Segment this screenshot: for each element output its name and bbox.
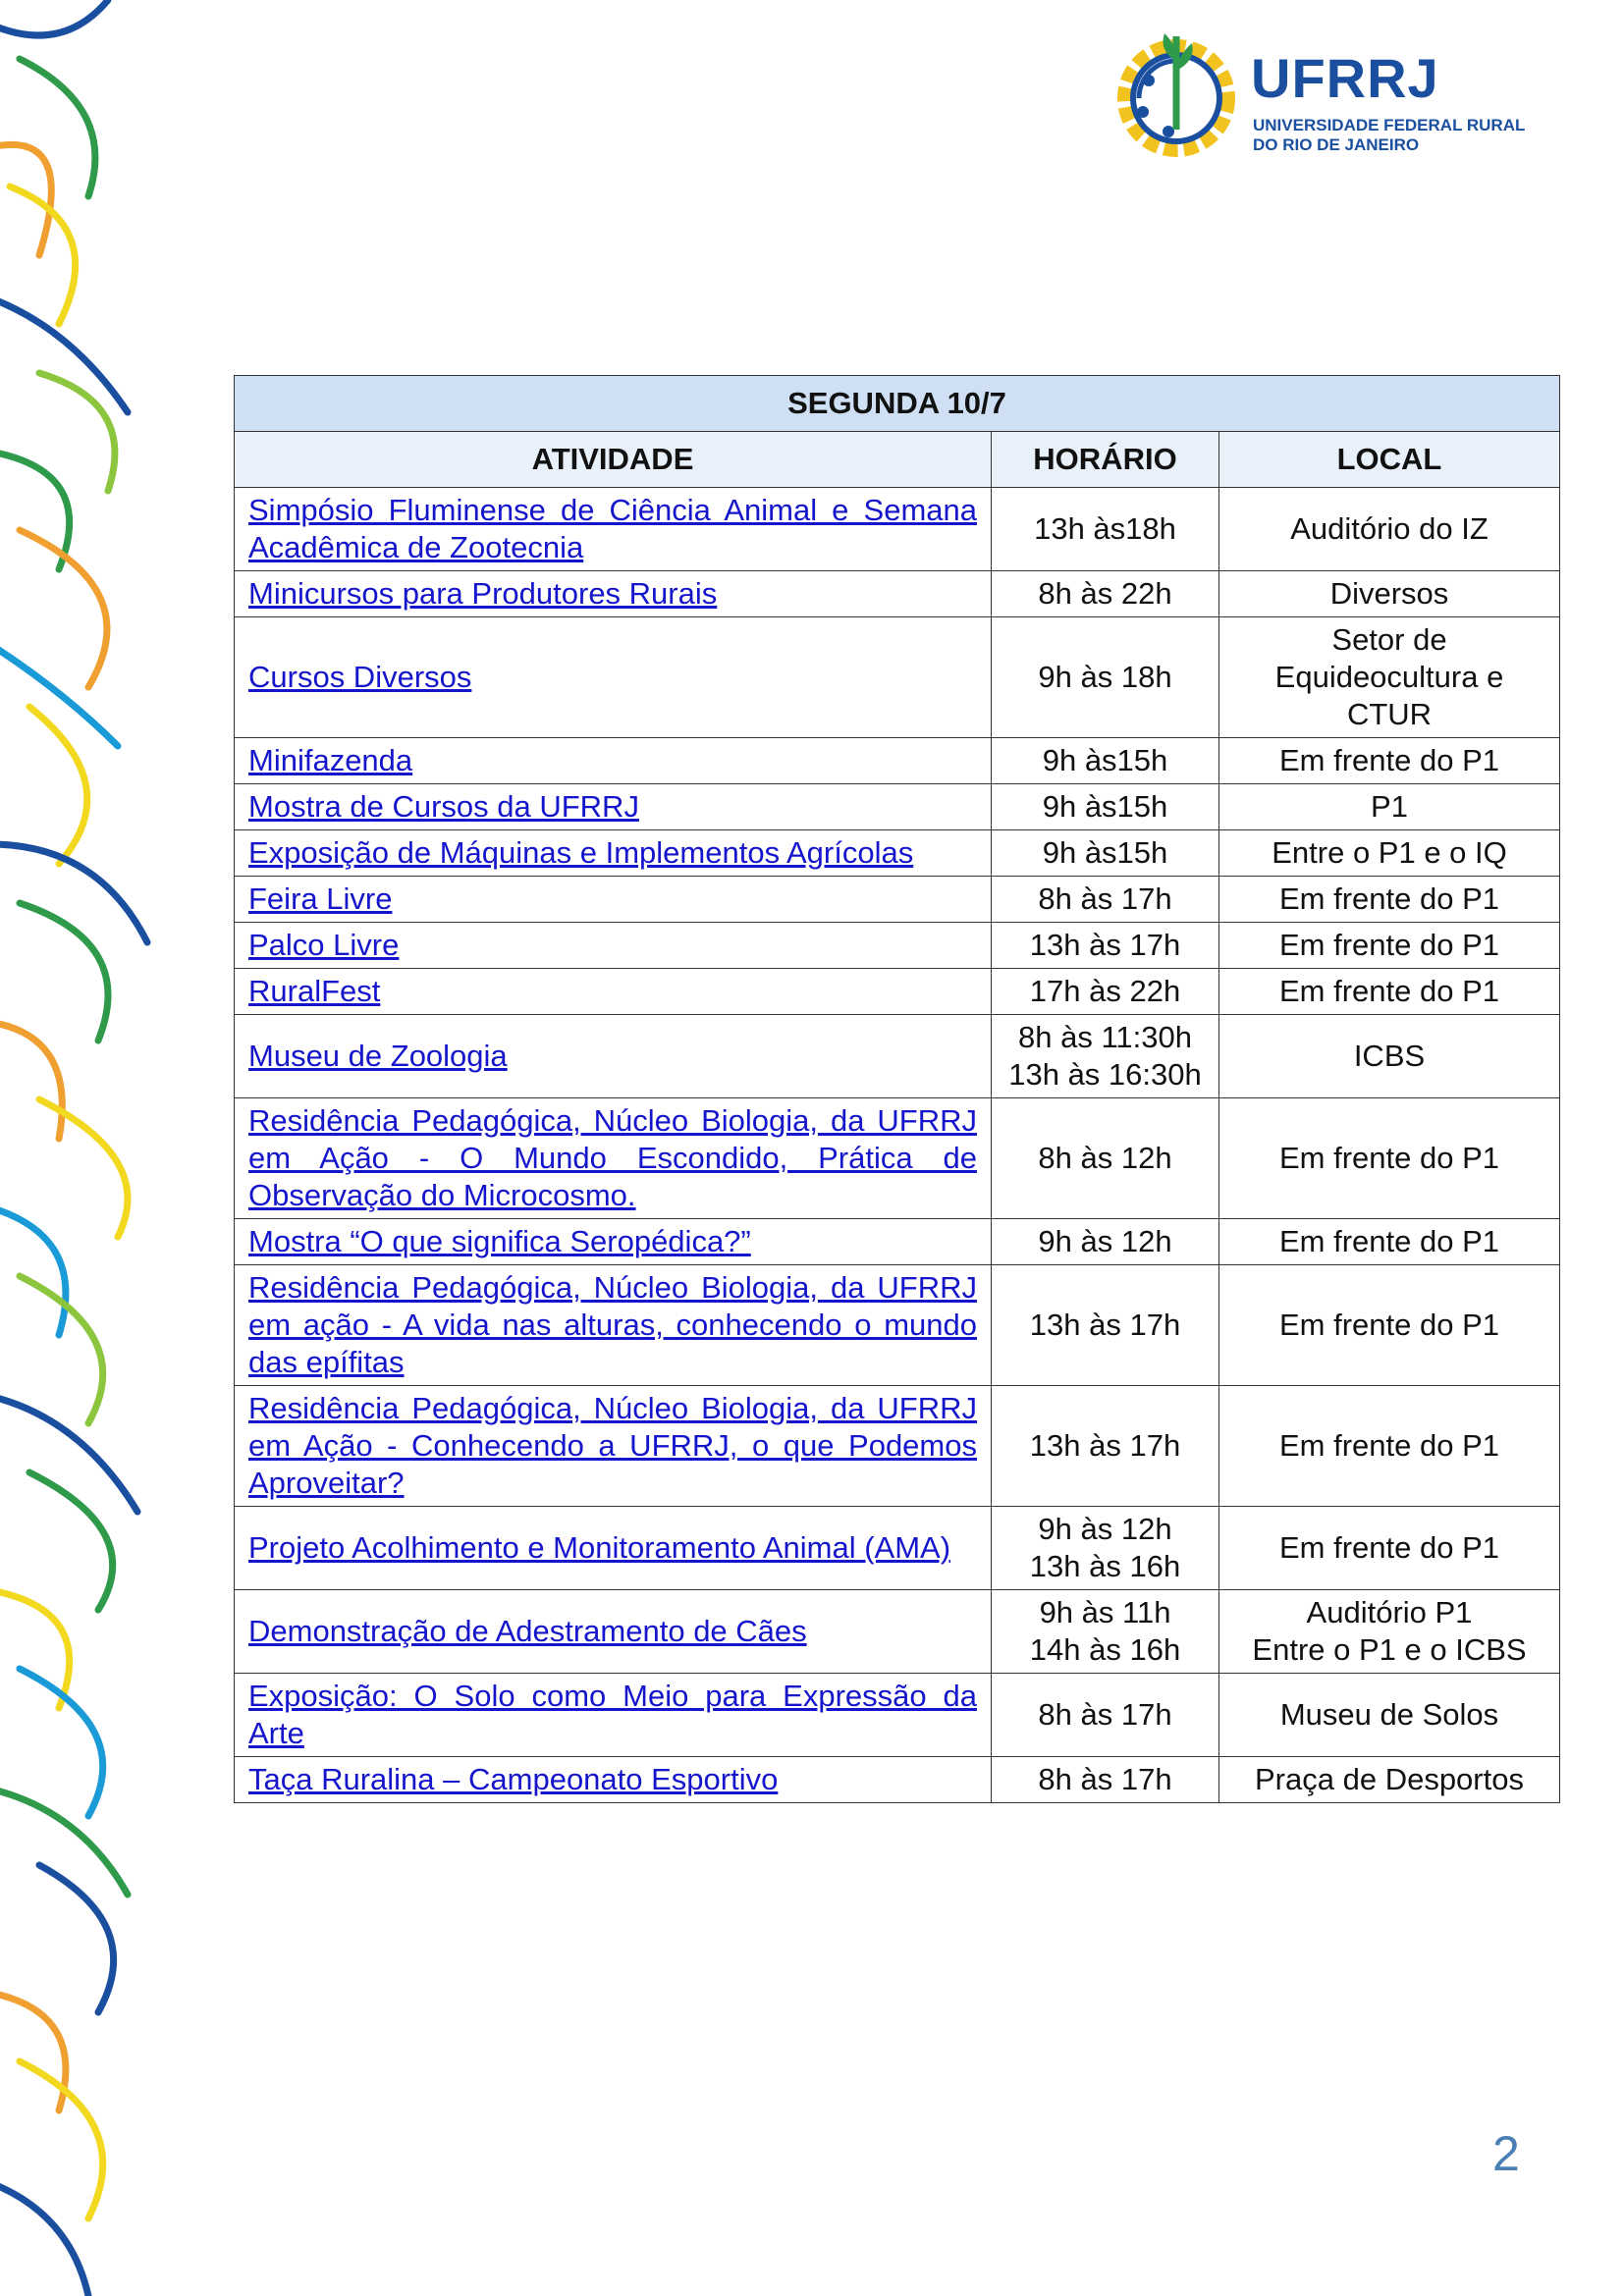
time-value: 13h às 17h [1029, 1308, 1181, 1342]
activity-cell [235, 1219, 992, 1265]
activity-link[interactable]: Residência Pedagógica, Núcleo Biologia, da UFRRJ em ação - A vida nas alturas, conhecendo o mundo das epífitas [248, 1270, 977, 1379]
place-cell [1219, 830, 1560, 877]
time-cell [992, 738, 1219, 784]
table-row [235, 1098, 1560, 1219]
activity-link[interactable]: Mostra de Cursos da UFRRJ [248, 789, 639, 824]
schedule-table [234, 375, 1560, 1803]
logo-subtitle-line1: UNIVERSIDADE FEDERAL RURAL [1253, 116, 1526, 134]
logo-subtitle-line2: DO RIO DE JANEIRO [1253, 135, 1420, 154]
time-cell [992, 830, 1219, 877]
activity-cell [235, 1098, 992, 1219]
time-value: 9h às 12h [1038, 1224, 1172, 1258]
place-cell [1219, 617, 1560, 738]
column-header-time: HORÁRIO [992, 432, 1219, 488]
activity-cell [235, 923, 992, 969]
place-cell [1219, 738, 1560, 784]
time-value: 8h às 17h [1038, 1762, 1172, 1796]
ufrrj-logo [1110, 22, 1542, 169]
time-cell [992, 1674, 1219, 1757]
place-value: Em frente do P1 [1278, 743, 1499, 777]
activity-link[interactable]: Projeto Acolhimento e Monitoramento Animal (AMA) [248, 1530, 951, 1565]
time-cell [992, 1015, 1219, 1098]
time-cell [992, 1757, 1219, 1803]
place-value: ICBS [1353, 1039, 1426, 1073]
time-cell [992, 923, 1219, 969]
activity-link[interactable]: Cursos Diversos [248, 660, 472, 694]
time-value: 8h às 11:30h [1018, 1020, 1192, 1054]
time-value: 13h às 16h [1029, 1549, 1181, 1583]
activity-link[interactable]: Exposição de Máquinas e Implementos Agrícolas [248, 835, 914, 870]
time-value: 8h às 17h [1038, 881, 1172, 916]
time-value: 9h às15h [1042, 789, 1168, 824]
time-value: 9h às15h [1042, 835, 1168, 870]
time-cell [992, 1590, 1219, 1674]
activity-link[interactable]: Simpósio Fluminense de Ciência Animal e Semana Acadêmica de Zootecnia [248, 493, 977, 564]
table-row [235, 1265, 1560, 1386]
activity-cell [235, 1265, 992, 1386]
time-value: 9h às 18h [1038, 660, 1172, 694]
logo-title: UFRRJ [1251, 47, 1439, 109]
time-cell [992, 784, 1219, 830]
day-header: SEGUNDA 10/7 [235, 376, 1560, 432]
activity-cell [235, 738, 992, 784]
activity-link[interactable]: Palco Livre [248, 928, 400, 962]
time-cell [992, 1098, 1219, 1219]
place-value: Museu de Solos [1279, 1697, 1499, 1732]
activity-cell [235, 969, 992, 1015]
table-row [235, 1507, 1560, 1590]
schedule-rows [235, 488, 1560, 1803]
place-cell [1219, 1590, 1560, 1674]
table-row [235, 969, 1560, 1015]
place-cell [1219, 1219, 1560, 1265]
place-value: Em frente do P1 [1278, 1224, 1499, 1258]
activity-link[interactable]: Minicursos para Produtores Rurais [248, 576, 718, 611]
place-value: Diversos [1329, 576, 1449, 611]
logo-subtitle [1253, 116, 1525, 155]
place-cell [1219, 1015, 1560, 1098]
time-value: 13h às 17h [1029, 928, 1181, 962]
time-value: 8h às 22h [1038, 576, 1172, 611]
place-value: Em frente do P1 [1278, 1308, 1499, 1342]
place-cell [1219, 1386, 1560, 1507]
place-cell [1219, 969, 1560, 1015]
activity-link[interactable]: Residência Pedagógica, Núcleo Biologia, da UFRRJ em Ação - O Mundo Escondido, Prática de Observação do Microcosmo. [248, 1103, 977, 1212]
time-cell [992, 969, 1219, 1015]
place-cell [1219, 1674, 1560, 1757]
column-header-place: LOCAL [1219, 432, 1560, 488]
table-row [235, 488, 1560, 571]
place-cell [1219, 488, 1560, 571]
activity-cell [235, 1386, 992, 1507]
table-row [235, 1015, 1560, 1098]
table-row [235, 923, 1560, 969]
place-cell [1219, 1265, 1560, 1386]
activity-cell [235, 617, 992, 738]
place-cell [1219, 923, 1560, 969]
time-value: 17h às 22h [1029, 974, 1181, 1008]
time-cell [992, 1265, 1219, 1386]
time-cell [992, 617, 1219, 738]
place-value: Praça de Desportos [1255, 1762, 1524, 1796]
activity-link[interactable]: Museu de Zoologia [248, 1039, 508, 1073]
activity-link[interactable]: Demonstração de Adestramento de Cães [248, 1614, 807, 1648]
table-row [235, 1590, 1560, 1674]
table-row [235, 784, 1560, 830]
place-value: Setor de Equideocultura e CTUR [1274, 622, 1504, 731]
time-cell [992, 488, 1219, 571]
time-value: 13h às 16:30h [1008, 1057, 1202, 1092]
time-cell [992, 1507, 1219, 1590]
activity-link[interactable]: Taça Ruralina – Campeonato Esportivo [248, 1762, 779, 1796]
table-row [235, 1757, 1560, 1803]
place-cell [1219, 1507, 1560, 1590]
time-value: 9h às15h [1042, 743, 1168, 777]
time-cell [992, 877, 1219, 923]
activity-link[interactable]: Feira Livre [248, 881, 393, 916]
time-value: 13h às 17h [1029, 1428, 1181, 1463]
table-row [235, 1219, 1560, 1265]
activity-cell [235, 1015, 992, 1098]
activity-cell [235, 1590, 992, 1674]
activity-cell [235, 784, 992, 830]
activity-cell [235, 830, 992, 877]
decorative-border [0, 0, 216, 2296]
table-row [235, 738, 1560, 784]
time-value: 13h às18h [1034, 511, 1176, 546]
ufrrj-emblem-icon [1110, 22, 1247, 159]
place-cell [1219, 877, 1560, 923]
place-value: Em frente do P1 [1278, 881, 1499, 916]
place-cell [1219, 1757, 1560, 1803]
activity-link[interactable]: RuralFest [248, 974, 381, 1008]
place-value: Em frente do P1 [1278, 1141, 1499, 1175]
time-value: 14h às 16h [1029, 1632, 1181, 1667]
activity-cell [235, 877, 992, 923]
time-cell [992, 571, 1219, 617]
activity-link[interactable]: Minifazenda [248, 743, 413, 777]
table-row [235, 1386, 1560, 1507]
activity-link[interactable]: Residência Pedagógica, Núcleo Biologia, da UFRRJ em Ação - Conhecendo a UFRRJ, o que Podemos Aproveitar? [248, 1391, 977, 1500]
place-value: Auditório do IZ [1290, 511, 1489, 546]
time-value: 8h às 12h [1038, 1141, 1172, 1175]
place-value: Entre o P1 e o ICBS [1252, 1632, 1527, 1667]
time-value: 9h às 11h [1039, 1595, 1171, 1629]
time-cell [992, 1219, 1219, 1265]
table-row [235, 1674, 1560, 1757]
place-value: P1 [1371, 789, 1408, 824]
activity-cell [235, 571, 992, 617]
activity-cell [235, 1757, 992, 1803]
column-header-activity: ATIVIDADE [235, 432, 992, 488]
table-row [235, 830, 1560, 877]
time-value: 8h às 17h [1038, 1697, 1172, 1732]
place-value: Auditório P1 [1306, 1595, 1473, 1629]
activity-link[interactable]: Exposição: O Solo como Meio para Expressão da Arte [248, 1679, 977, 1750]
place-value: Em frente do P1 [1278, 1428, 1499, 1463]
time-cell [992, 1386, 1219, 1507]
place-cell [1219, 571, 1560, 617]
page-number: 2 [1492, 2126, 1520, 2181]
activity-cell [235, 1674, 992, 1757]
table-row [235, 877, 1560, 923]
table-row [235, 617, 1560, 738]
activity-cell [235, 488, 992, 571]
table-row [235, 571, 1560, 617]
activity-cell [235, 1507, 992, 1590]
place-cell [1219, 784, 1560, 830]
place-value: Entre o P1 e o IQ [1272, 835, 1507, 870]
place-value: Em frente do P1 [1278, 974, 1499, 1008]
place-value: Em frente do P1 [1278, 928, 1499, 962]
time-value: 9h às 12h [1038, 1512, 1172, 1546]
activity-link[interactable]: Mostra “O que significa Seropédica?” [248, 1224, 751, 1258]
place-value: Em frente do P1 [1278, 1530, 1499, 1565]
place-cell [1219, 1098, 1560, 1219]
